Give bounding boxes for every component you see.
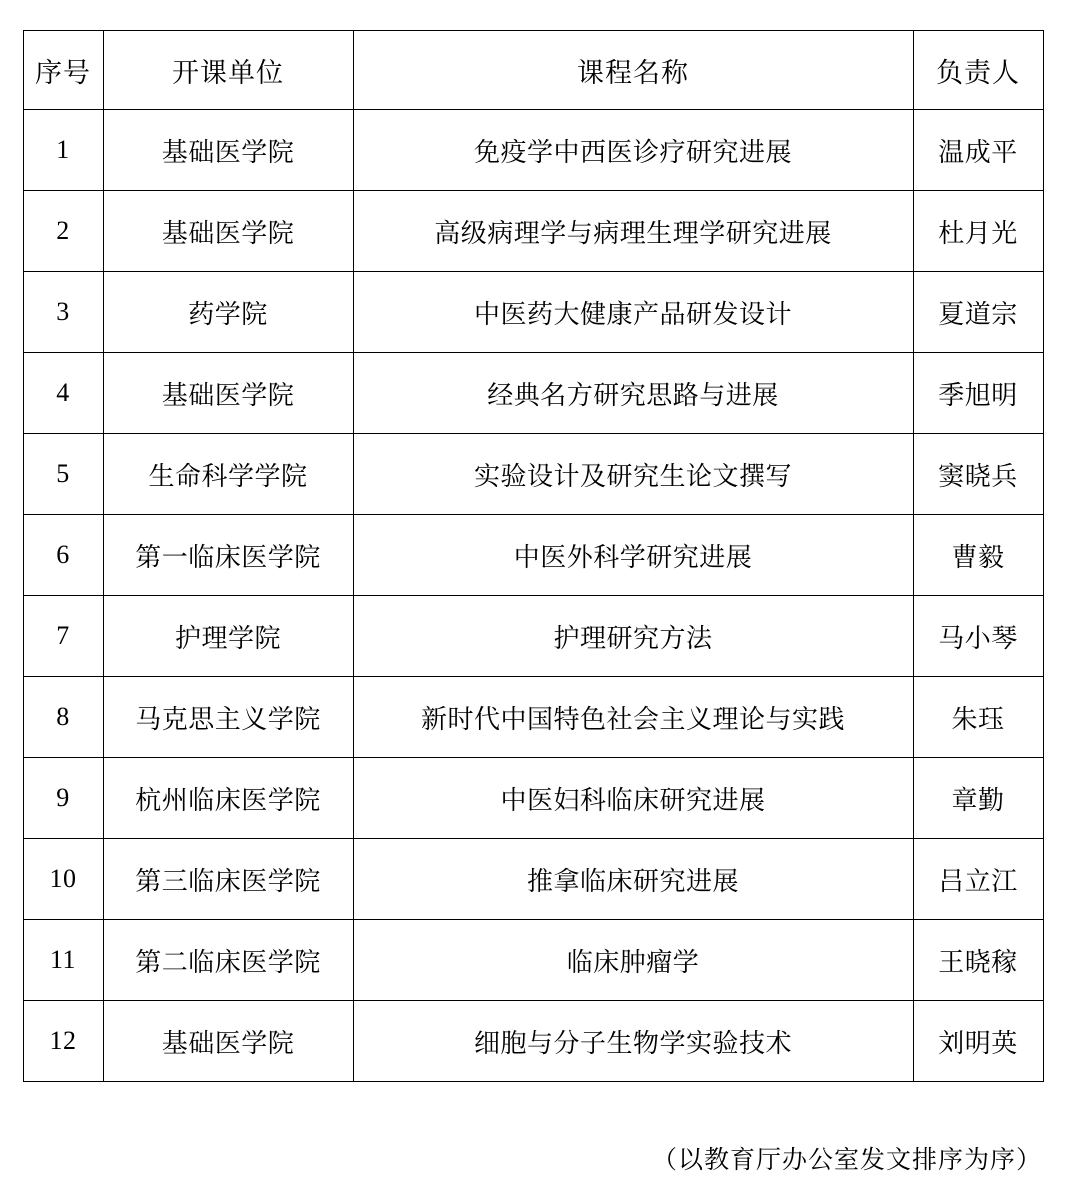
- cell-course: 免疫学中西医诊疗研究进展: [353, 110, 913, 191]
- cell-head: 吕立江: [913, 839, 1043, 920]
- cell-course: 推拿临床研究进展: [353, 839, 913, 920]
- table-row: [23, 596, 1043, 677]
- cell-dept: 基础医学院: [103, 191, 353, 272]
- column-header-dept: 开课单位: [103, 31, 353, 110]
- cell-dept: 药学院: [103, 272, 353, 353]
- cell-head: 马小琴: [913, 596, 1043, 677]
- table-row: [23, 839, 1043, 920]
- cell-dept: 基础医学院: [103, 110, 353, 191]
- cell-course: 中医外科学研究进展: [353, 515, 913, 596]
- column-header-course: 课程名称: [353, 31, 913, 110]
- cell-dept: 生命科学学院: [103, 434, 353, 515]
- column-header-head: 负责人: [913, 31, 1043, 110]
- cell-course: 临床肿瘤学: [353, 920, 913, 1001]
- cell-no: 12: [23, 1001, 103, 1082]
- cell-head: 刘明英: [913, 1001, 1043, 1082]
- cell-no: 1: [23, 110, 103, 191]
- table-header: [23, 31, 1043, 110]
- cell-dept: 基础医学院: [103, 1001, 353, 1082]
- cell-dept: 第一临床医学院: [103, 515, 353, 596]
- cell-course: 细胞与分子生物学实验技术: [353, 1001, 913, 1082]
- cell-no: 11: [23, 920, 103, 1001]
- course-list-table: [23, 30, 1044, 1082]
- cell-head: 王晓稼: [913, 920, 1043, 1001]
- cell-no: 9: [23, 758, 103, 839]
- cell-no: 2: [23, 191, 103, 272]
- table-row: [23, 191, 1043, 272]
- cell-dept: 第二临床医学院: [103, 920, 353, 1001]
- table-row: [23, 677, 1043, 758]
- table-body: [23, 110, 1043, 1082]
- cell-dept: 第三临床医学院: [103, 839, 353, 920]
- table-header-row: [23, 31, 1043, 110]
- cell-no: 5: [23, 434, 103, 515]
- table-row: [23, 353, 1043, 434]
- table-row: [23, 272, 1043, 353]
- cell-course: 护理研究方法: [353, 596, 913, 677]
- table-row: [23, 110, 1043, 191]
- cell-course: 经典名方研究思路与进展: [353, 353, 913, 434]
- cell-head: 杜月光: [913, 191, 1043, 272]
- cell-head: 窦晓兵: [913, 434, 1043, 515]
- cell-course: 中医药大健康产品研发设计: [353, 272, 913, 353]
- cell-dept: 马克思主义学院: [103, 677, 353, 758]
- cell-dept: 护理学院: [103, 596, 353, 677]
- table-row: [23, 920, 1043, 1001]
- table-row: [23, 1001, 1043, 1082]
- cell-course: 新时代中国特色社会主义理论与实践: [353, 677, 913, 758]
- cell-no: 10: [23, 839, 103, 920]
- table-footnote: （以教育厅办公室发文排序为序）: [651, 1147, 1042, 1174]
- table-row: [23, 434, 1043, 515]
- table-row: [23, 515, 1043, 596]
- cell-no: 4: [23, 353, 103, 434]
- cell-head: 曹毅: [913, 515, 1043, 596]
- cell-course: 实验设计及研究生论文撰写: [353, 434, 913, 515]
- cell-no: 7: [23, 596, 103, 677]
- cell-no: 8: [23, 677, 103, 758]
- cell-head: 夏道宗: [913, 272, 1043, 353]
- cell-course: 中医妇科临床研究进展: [353, 758, 913, 839]
- cell-dept: 基础医学院: [103, 353, 353, 434]
- cell-head: 季旭明: [913, 353, 1043, 434]
- column-header-no: 序号: [23, 31, 103, 110]
- cell-dept: 杭州临床医学院: [103, 758, 353, 839]
- cell-head: 温成平: [913, 110, 1043, 191]
- cell-head: 朱珏: [913, 677, 1043, 758]
- cell-no: 6: [23, 515, 103, 596]
- cell-no: 3: [23, 272, 103, 353]
- cell-course: 高级病理学与病理生理学研究进展: [353, 191, 913, 272]
- cell-head: 章勤: [913, 758, 1043, 839]
- table-row: [23, 758, 1043, 839]
